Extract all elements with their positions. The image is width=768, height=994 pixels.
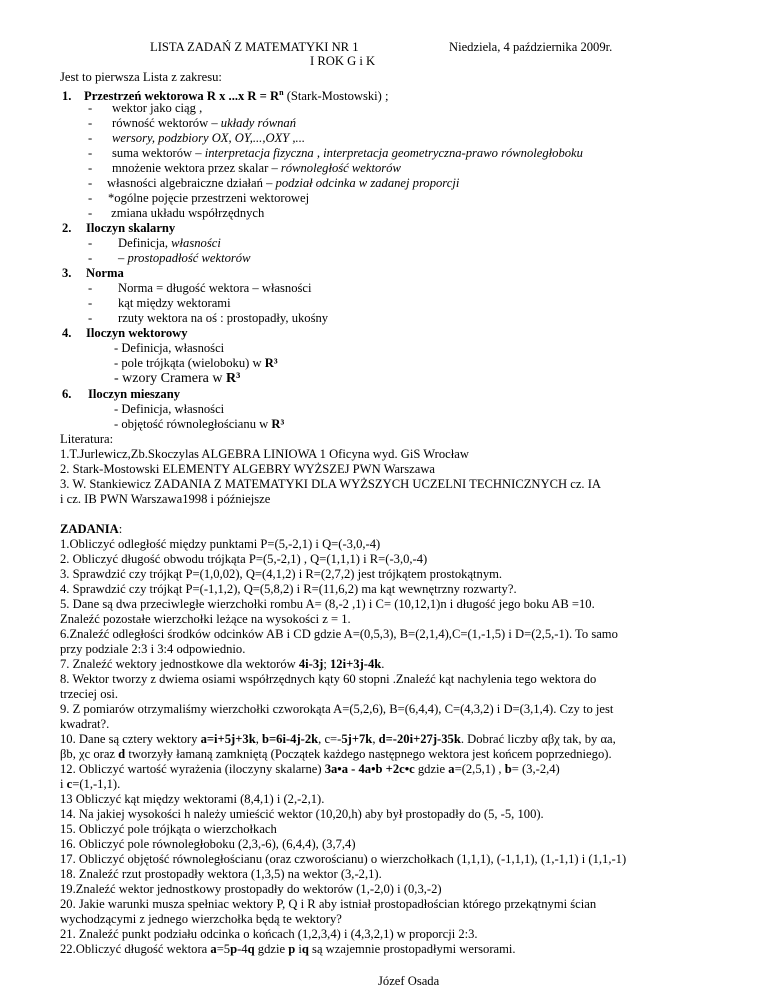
task-line: przy podziale 2:3 i 3:4 odpowiednio. [60, 642, 246, 656]
section-6-heading: 6. Iloczyn mieszany [62, 387, 180, 401]
list-item: - rzuty wektora na oś : prostopadły, ukośny [88, 311, 329, 325]
literature-item: 1.T.Jurlewicz,Zb.Skoczylas ALGEBRA LINIOWA 1 Oficyna wyd. GiS Wrocław [60, 447, 469, 461]
tasks-heading: ZADANIA: [60, 522, 123, 536]
task-line: wychodzącymi z jednego wierzchołka będą te wektory? [60, 912, 342, 926]
task-line: 2. Obliczyć długość obwodu trójkąta P=(5,-2,1) , Q=(1,1,1) i R=(-3,0,-4) [60, 552, 428, 566]
list-item: - własności algebraiczne działań – podział odcinka w zadanej proporcji [88, 176, 460, 190]
list-item: - zmiana układu współrzędnych [88, 206, 265, 220]
task-line: 20. Jakie warunki musza spełniac wektory P, Q i R aby istniał prostopadłościan którego przekątnymi ścian [60, 897, 597, 911]
task-line: βb, χc oraz d tworzyły łamaną zamkniętą (Początek każdego następnego wektora jest końcem poprzedniego). [60, 747, 612, 761]
intro-text: Jest to pierwsza Lista z zakresu: [60, 70, 222, 84]
list-item: - mnożenie wektora przez skalar – równoległość wektorów [88, 161, 401, 175]
task-line: i c=(1,-1,1). [60, 777, 121, 791]
section-1-heading: 1. Przestrzeń wektorowa R x ...x $R = R^n$ (Stark-Mostowski) ; [62, 88, 389, 104]
section-2-heading: 2. Iloczyn skalarny [62, 221, 176, 235]
task-line: 6.Znaleźć odległości środków odcinków AB i CD gdzie A=(0,5,3), B=(2,1,4),C=(1,-1,5) i D=(2,5,-1). To samo [60, 627, 618, 641]
task-line: 3. Sprawdzić czy trójkąt P=(1,0,02), Q=(4,1,2) i R=(2,7,2) jest trójkątem prostokątnym. [60, 567, 503, 581]
task-line: 5. Dane są dwa przeciwległe wierzchołki rombu A= (8,-2 ,1) i C= (10,12,1)n i długość jego boku AB =10. [60, 597, 595, 611]
list-item: - wektor jako ciąg , [88, 101, 203, 115]
list-item: - kąt między wektorami [88, 296, 231, 310]
list-item: - wzory Cramera w R³ [114, 371, 241, 386]
list-item: - Definicja, własności [114, 341, 225, 355]
list-item: - Definicja, własności [88, 236, 221, 250]
task-line: 22.Obliczyć długość wektora a=5p-4q gdzie p iq są wzajemnie prostopadłymi wersorami. [60, 942, 516, 956]
literature-heading: Literatura: [60, 432, 114, 446]
list-item: - objętość równoległościanu w R³ [114, 417, 285, 431]
task-line: kwadrat?. [60, 717, 110, 731]
task-line: 4. Sprawdzić czy trójkąt P=(-1,1,2), Q=(5,8,2) i R=(11,6,2) ma kąt wewnętrzny rozwarty?. [60, 582, 517, 596]
task-line: 9. Z pomiarów otrzymaliśmy wierzchołki czworokąta A=(5,2,6), B=(6,4,4), C=(4,3,2) i D=(3,1,4). Czy to jest [60, 702, 614, 716]
task-line: 18. Znaleźć rzut prostopadły wektora (1,3,5) na wektor (3,-2,1). [60, 867, 382, 881]
task-line: 17. Obliczyć objętość równoległościanu (oraz czworościanu) o wierzchołkach (1,1,1), (-1,1,1), (1,-1,1) i (1,1,-1) [60, 852, 627, 866]
task-line: 15. Obliczyć pole trójkąta o wierzchołkach [60, 822, 277, 836]
list-item: - Definicja, własności [114, 402, 225, 416]
document-title: LISTA ZADAŃ Z MATEMATYKI NR 1 [150, 40, 359, 54]
task-line: 19.Znaleźć wektor jednostkowy prostopadły do wektorów (1,-2,0) i (0,3,-2) [60, 882, 442, 896]
task-line: 12. Obliczyć wartość wyrażenia (iloczyny skalarne) 3a•a - 4a•b +2c•c gdzie a=(2,5,1) , b= (3,-2,4) [60, 762, 560, 776]
list-item: - wersory, podzbiory OX, OY,...,OXY ,... [88, 131, 306, 145]
list-item: - *ogólne pojęcie przestrzeni wektorowej [88, 191, 310, 205]
task-line: Znaleźć pozostałe wierzchołki leżące na wysokości z = 1. [60, 612, 351, 626]
task-line: 8. Wektor tworzy z dwiema osiami współrzędnych kąty 60 stopni .Znaleźć kąt nachylenia tego wektora do [60, 672, 597, 686]
task-line: 1.Obliczyć odległość między punktami P=(5,-2,1) i Q=(-3,0,-4) [60, 537, 381, 551]
literature-item: 2. Stark-Mostowski ELEMENTY ALGEBRY WYŻSZEJ PWN Warszawa [60, 462, 436, 476]
task-line: trzeciej osi. [60, 687, 119, 701]
list-item: - Norma = długość wektora – własności [88, 281, 312, 295]
list-item: - – prostopadłość wektorów [88, 251, 251, 265]
task-line: 7. Znaleźć wektory jednostkowe dla wektorów 4i-3j; 12i+3j-4k. [60, 657, 385, 671]
literature-item: i cz. IB PWN Warszawa1998 i późniejsze [60, 492, 271, 506]
list-item: - równość wektorów – układy równań [88, 116, 296, 130]
list-item: - pole trójkąta (wieloboku) w R³ [114, 356, 278, 370]
document-date: Niedziela, 4 października 2009r. [449, 40, 613, 54]
section-4-heading: 4. Iloczyn wektorowy [62, 326, 188, 340]
task-line: 10. Dane są cztery wektory a=i+5j+3k, b=6i-4j-2k, c=-5j+7k, d=-20i+27j-35k. Dobrać liczby αβχ tak, by αa, [60, 732, 616, 746]
task-line: 13 Obliczyć kąt między wektorami (8,4,1) i (2,-2,1). [60, 792, 325, 806]
section-3-heading: 3. Norma [62, 266, 124, 280]
literature-item: 3. W. Stankiewicz ZADANIA Z MATEMATYKI DLA WYŻSZYCH UCZELNI TECHNICZNYCH cz. IA [60, 477, 602, 491]
task-line: 16. Obliczyć pole równoległoboku (2,3,-6), (6,4,4), (3,7,4) [60, 837, 356, 851]
signature: Józef Osada [378, 974, 440, 988]
document-subtitle: I ROK G i K [310, 54, 376, 68]
list-item: - suma wektorów – interpretacja fizyczna , interpretacja geometryczna-prawo równoległoboku [88, 146, 583, 160]
task-line: 14. Na jakiej wysokości h należy umieścić wektor (10,20,h) aby był prostopadły do (5, -5, 100). [60, 807, 544, 821]
task-line: 21. Znaleźć punkt podziału odcinka o końcach (1,2,3,4) i (4,3,2,1) w proporcji 2:3. [60, 927, 478, 941]
